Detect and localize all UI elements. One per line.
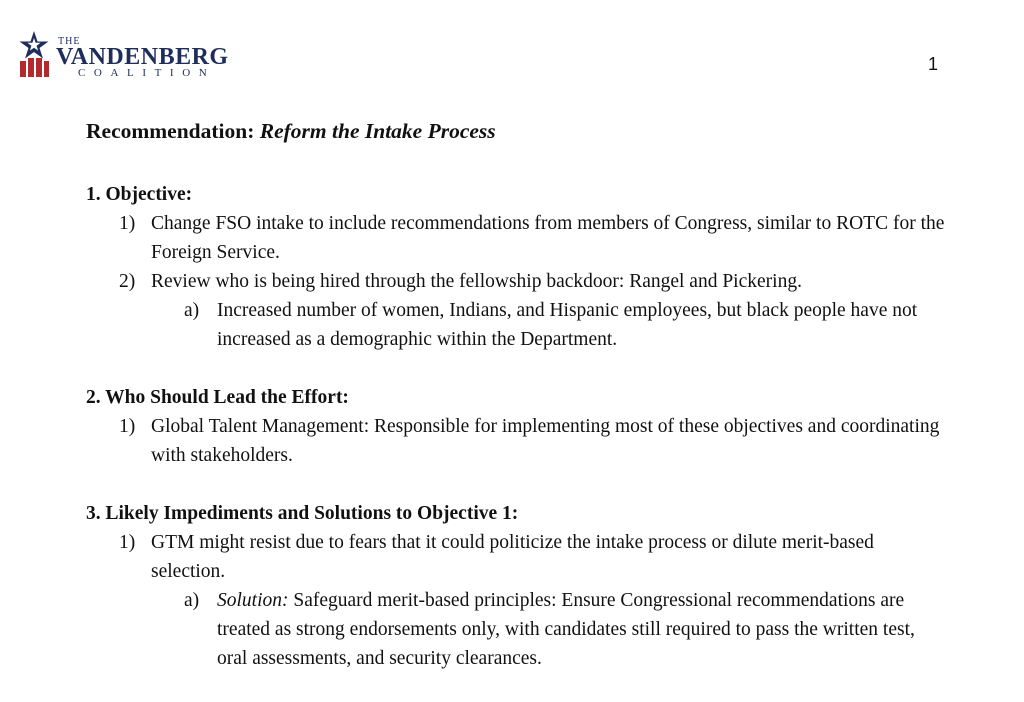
item-text: GTM might resist due to fears that it could politicize the intake process or dilute merit-based selection.	[151, 532, 874, 582]
section-objective	[86, 180, 946, 354]
list-item	[86, 412, 946, 470]
section-heading: 3. Likely Impediments and Solutions to Objective 1:	[86, 503, 519, 524]
section-impediments	[86, 499, 946, 673]
list-item	[86, 209, 946, 267]
item-number: 1)	[119, 213, 136, 234]
item-number: 1)	[119, 532, 136, 553]
sub-item-text: Safeguard merit-based principles: Ensure Congressional recommendations are treated as strong endorsements only, with candidates still required to pass the written test, oral assessments, and security clearances.	[217, 590, 915, 669]
document-body	[86, 116, 946, 702]
title-emphasis: Reform the Intake Process	[259, 119, 496, 143]
star-flag-icon	[18, 30, 50, 78]
item-number: 1)	[119, 416, 136, 437]
sub-list-item	[86, 586, 946, 673]
logo-name: VANDENBERG	[56, 44, 229, 70]
item-text: Review who is being hired through the fellowship backdoor: Rangel and Pickering.	[151, 271, 802, 292]
sub-item-letter: a)	[184, 300, 200, 321]
sub-item-letter: a)	[184, 590, 200, 611]
vandenberg-coalition-logo	[18, 30, 248, 82]
solution-label: Solution:	[217, 590, 289, 611]
section-heading: 2. Who Should Lead the Effort:	[86, 387, 349, 408]
page-number: 1	[928, 54, 939, 74]
list-item	[86, 528, 946, 586]
logo-subtitle: COALITION	[78, 67, 216, 79]
page-title	[86, 116, 946, 146]
title-prefix: Recommendation:	[86, 119, 255, 143]
section-heading: 1. Objective:	[86, 184, 193, 205]
item-text: Global Talent Management: Responsible for implementing most of these objectives and coordinating with stakeholders.	[151, 416, 940, 466]
sub-list-item	[86, 296, 946, 354]
list-item	[86, 267, 946, 296]
item-text: Change FSO intake to include recommendations from members of Congress, similar to ROTC for the Foreign Service.	[151, 213, 945, 263]
sub-item-text: Increased number of women, Indians, and Hispanic employees, but black people have not increased as a demographic within the Department.	[217, 300, 918, 350]
item-number: 2)	[119, 271, 136, 292]
section-lead	[86, 383, 946, 470]
logo-the: THE	[58, 36, 81, 47]
